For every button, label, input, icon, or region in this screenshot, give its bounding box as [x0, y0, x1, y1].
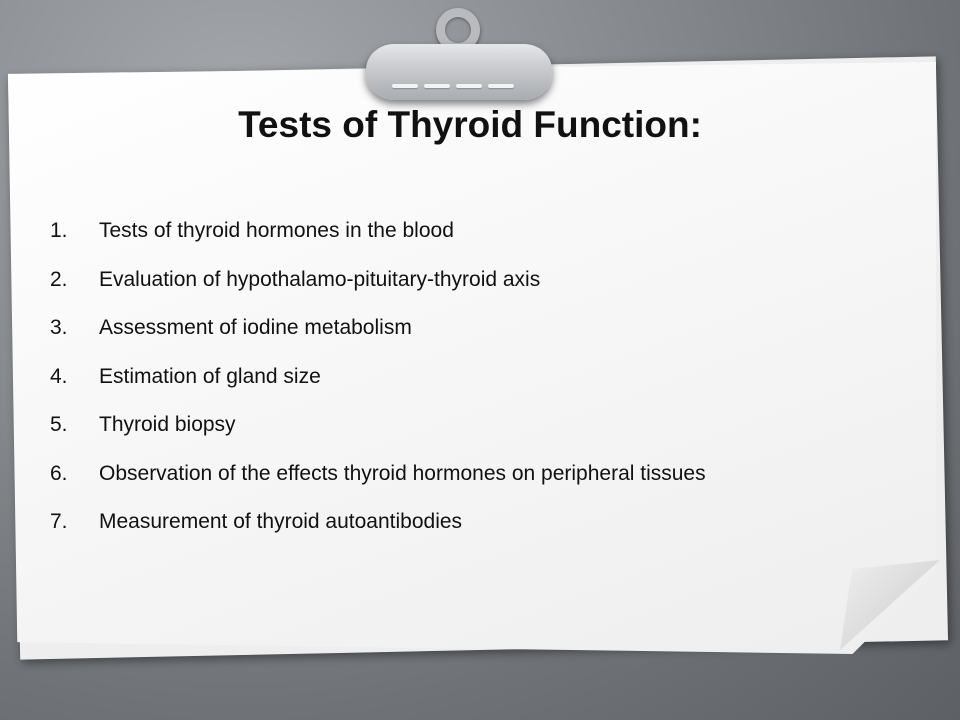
clip-dash	[456, 84, 482, 88]
list-item	[50, 406, 706, 455]
list-item-number: 7.	[50, 510, 68, 533]
list-item-number: 3.	[50, 316, 68, 339]
list-item-text: Tests of thyroid hormones in the blood	[99, 219, 454, 242]
list-item	[50, 455, 706, 504]
list-item-text: Evaluation of hypothalamo-pituitary-thyroid axis	[99, 267, 541, 291]
list-item	[50, 309, 706, 358]
clip-base-icon	[366, 44, 552, 100]
clip-dash	[488, 84, 514, 88]
list-item-number: 1.	[50, 219, 68, 242]
list-item-number: 2.	[50, 267, 68, 291]
list-item-text: Assessment of iodine metabolism	[99, 316, 412, 339]
list-item-text: Estimation of gland size	[99, 364, 321, 388]
list-item-text: Measurement of thyroid autoantibodies	[99, 510, 463, 533]
list-item-number: 4.	[50, 364, 68, 388]
clip-dash	[424, 84, 450, 88]
slide-title: Tests of Thyroid Function:	[238, 104, 702, 145]
test-list	[50, 212, 706, 552]
list-item-number: 6.	[50, 461, 68, 485]
list-item	[50, 503, 706, 552]
list-item	[50, 358, 706, 407]
list-item	[50, 212, 706, 261]
list-item-text: Thyroid biopsy	[99, 413, 236, 436]
list-item-number: 5.	[50, 413, 68, 436]
clip-dash	[392, 84, 418, 88]
list-item	[50, 261, 706, 310]
list-item-text: Observation of the effects thyroid hormones on peripheral tissues	[99, 461, 706, 485]
